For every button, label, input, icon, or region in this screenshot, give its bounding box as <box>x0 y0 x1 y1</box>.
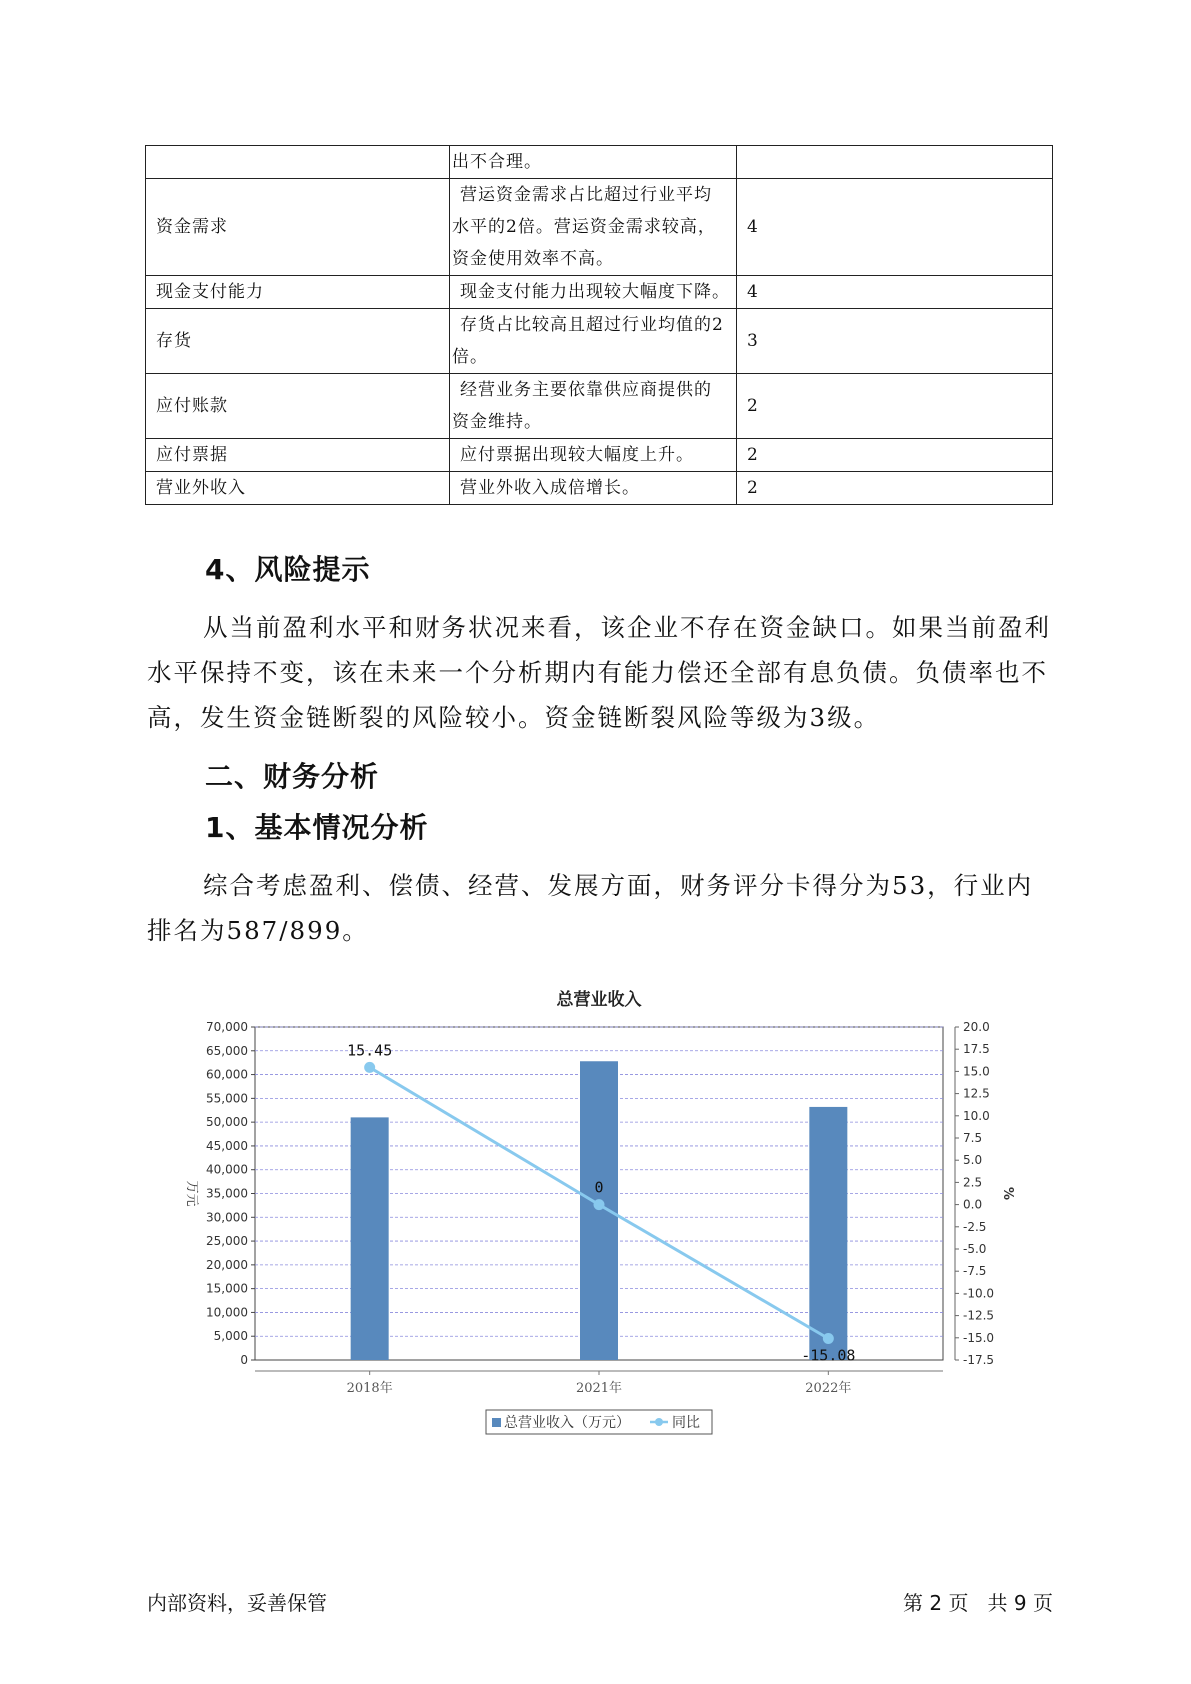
description-line: 水平的2倍。营运资金需求较高， <box>452 217 716 237</box>
risk-table-row <box>146 309 1053 374</box>
chart-title: 总营业收入 <box>556 990 642 1010</box>
description-line: 应付票据出现较大幅度上升。 <box>460 445 694 465</box>
risk-factor-name <box>146 146 450 179</box>
y-tick-label: 60,000 <box>206 1067 248 1082</box>
y2-tick-label: -12.5 <box>963 1308 995 1323</box>
y2-tick-label: 20.0 <box>963 1020 990 1034</box>
risk-factor-description <box>450 472 737 505</box>
description-line: 营业外收入成倍增长。 <box>460 478 640 498</box>
risk-table-row <box>146 472 1053 505</box>
risk-factor-description <box>450 146 737 179</box>
risk-factor-description <box>450 179 737 276</box>
risk-factor-score <box>737 146 1053 179</box>
y2-tick-label: 15.0 <box>963 1064 990 1079</box>
y2-tick-label: 2.5 <box>963 1175 983 1190</box>
description-line: 存货占比较高且超过行业均值的2 <box>460 315 724 335</box>
section-heading-risk-alert: 4、风险提示 <box>205 553 371 586</box>
revenue-bar <box>809 1107 847 1360</box>
risk-table-row <box>146 179 1053 276</box>
y2-tick-label: -10.0 <box>963 1286 995 1301</box>
y-tick-label: 45,000 <box>206 1138 248 1153</box>
risk-table-row <box>146 374 1053 439</box>
yoy-data-label: 15.45 <box>347 1041 393 1060</box>
legend-bar-swatch <box>492 1418 501 1427</box>
y-tick-label: 70,000 <box>206 1020 248 1034</box>
y2-tick-label: 12.5 <box>963 1086 990 1101</box>
y2-tick-label: -15.0 <box>963 1330 995 1345</box>
y2-tick-label: -5.0 <box>963 1242 987 1256</box>
y-tick-label: 15,000 <box>206 1281 248 1296</box>
y2-tick-label: -7.5 <box>963 1264 987 1279</box>
risk-factor-name: 现金支付能力 <box>146 276 450 309</box>
y2-tick-label: 0.0 <box>963 1197 983 1212</box>
y2-axis-label: % <box>1000 1186 1015 1201</box>
total-revenue-chart <box>170 975 1030 1445</box>
y-tick-label: 5,000 <box>213 1329 248 1344</box>
section-heading-basic-analysis: 1、基本情况分析 <box>205 811 429 844</box>
risk-factor-description <box>450 276 737 309</box>
y2-tick-label: 7.5 <box>963 1131 983 1145</box>
x-tick-label: 2021年 <box>575 1381 623 1396</box>
risk-factor-name: 存货 <box>146 309 450 374</box>
y-tick-label: 65,000 <box>206 1043 248 1058</box>
yoy-point <box>594 1199 605 1210</box>
yoy-data-label: -15.08 <box>801 1346 856 1365</box>
basic-analysis-paragraph: 综合考虑盈利、偿债、经营、发展方面，财务评分卡得分为53，行业内排名为587/899。 <box>147 871 1034 945</box>
risk-factor-name: 资金需求 <box>146 179 450 276</box>
risk-factor-score: 4 <box>737 179 1053 276</box>
risk-factor-description <box>450 374 737 439</box>
footer-confidential: 内部资料，妥善保管 <box>147 1591 327 1615</box>
description-line: 资金维持。 <box>452 412 542 432</box>
y-tick-label: 35,000 <box>206 1186 248 1201</box>
y-tick-label: 55,000 <box>206 1091 248 1106</box>
risk-table-row <box>146 146 1053 179</box>
risk-factor-score: 3 <box>737 309 1053 374</box>
y-tick-label: 10,000 <box>206 1305 248 1320</box>
yoy-point <box>823 1333 834 1344</box>
risk-factor-score: 2 <box>737 374 1053 439</box>
y2-tick-label: -2.5 <box>963 1219 987 1234</box>
y2-tick-label: 10.0 <box>963 1108 990 1123</box>
y-tick-label: 0 <box>240 1353 248 1367</box>
x-tick-label: 2022年 <box>805 1381 852 1396</box>
revenue-bar <box>351 1117 389 1360</box>
risk-factor-score: 2 <box>737 472 1053 505</box>
description-line: 现金支付能力出现较大幅度下降。 <box>460 282 730 302</box>
legend-line-label: 同比 <box>672 1415 700 1431</box>
legend-line-marker <box>655 1418 663 1426</box>
x-tick-label: 2018年 <box>346 1381 393 1396</box>
y-tick-label: 25,000 <box>206 1234 248 1249</box>
y2-tick-label: 17.5 <box>963 1042 990 1057</box>
risk-table-row <box>146 439 1053 472</box>
description-line: 出不合理。 <box>452 152 542 172</box>
risk-factor-description <box>450 309 737 374</box>
y-axis-label: 万元 <box>184 1180 199 1207</box>
risk-factor-table <box>145 145 1053 505</box>
risk-factor-name: 营业外收入 <box>146 472 450 505</box>
footer-page-number: 第 2 页 共 9 页 <box>903 1591 1053 1615</box>
risk-table-row <box>146 276 1053 309</box>
yoy-data-label: 0 <box>594 1178 604 1197</box>
y2-tick-label: 5.0 <box>963 1153 983 1168</box>
yoy-point <box>364 1062 375 1073</box>
description-line: 经营业务主要依靠供应商提供的 <box>460 380 712 400</box>
y-tick-label: 30,000 <box>206 1210 248 1225</box>
revenue-bar <box>580 1061 618 1360</box>
description-line: 营运资金需求占比超过行业平均 <box>460 185 712 205</box>
risk-alert-paragraph: 从当前盈利水平和财务状况来看，该企业不存在资金缺口。如果当前盈利水平保持不变，该在未来一个分析期内有能力偿还全部有息负债。负债率也不高，发生资金链断裂的风险较小。资金链断裂风险等级为3级。 <box>147 613 1051 732</box>
description-line: 资金使用效率不高。 <box>452 249 614 269</box>
risk-factor-score: 4 <box>737 276 1053 309</box>
y-tick-label: 20,000 <box>206 1257 248 1272</box>
risk-factor-name: 应付账款 <box>146 374 450 439</box>
y2-tick-label: -17.5 <box>963 1353 995 1367</box>
description-line: 倍。 <box>452 347 488 367</box>
y-tick-label: 50,000 <box>206 1115 248 1130</box>
risk-factor-description <box>450 439 737 472</box>
legend-bar-label: 总营业收入（万元） <box>504 1415 630 1431</box>
y-tick-label: 40,000 <box>206 1162 248 1177</box>
risk-factor-score: 2 <box>737 439 1053 472</box>
risk-factor-name: 应付票据 <box>146 439 450 472</box>
part-heading-financial-analysis: 二、财务分析 <box>205 760 380 793</box>
